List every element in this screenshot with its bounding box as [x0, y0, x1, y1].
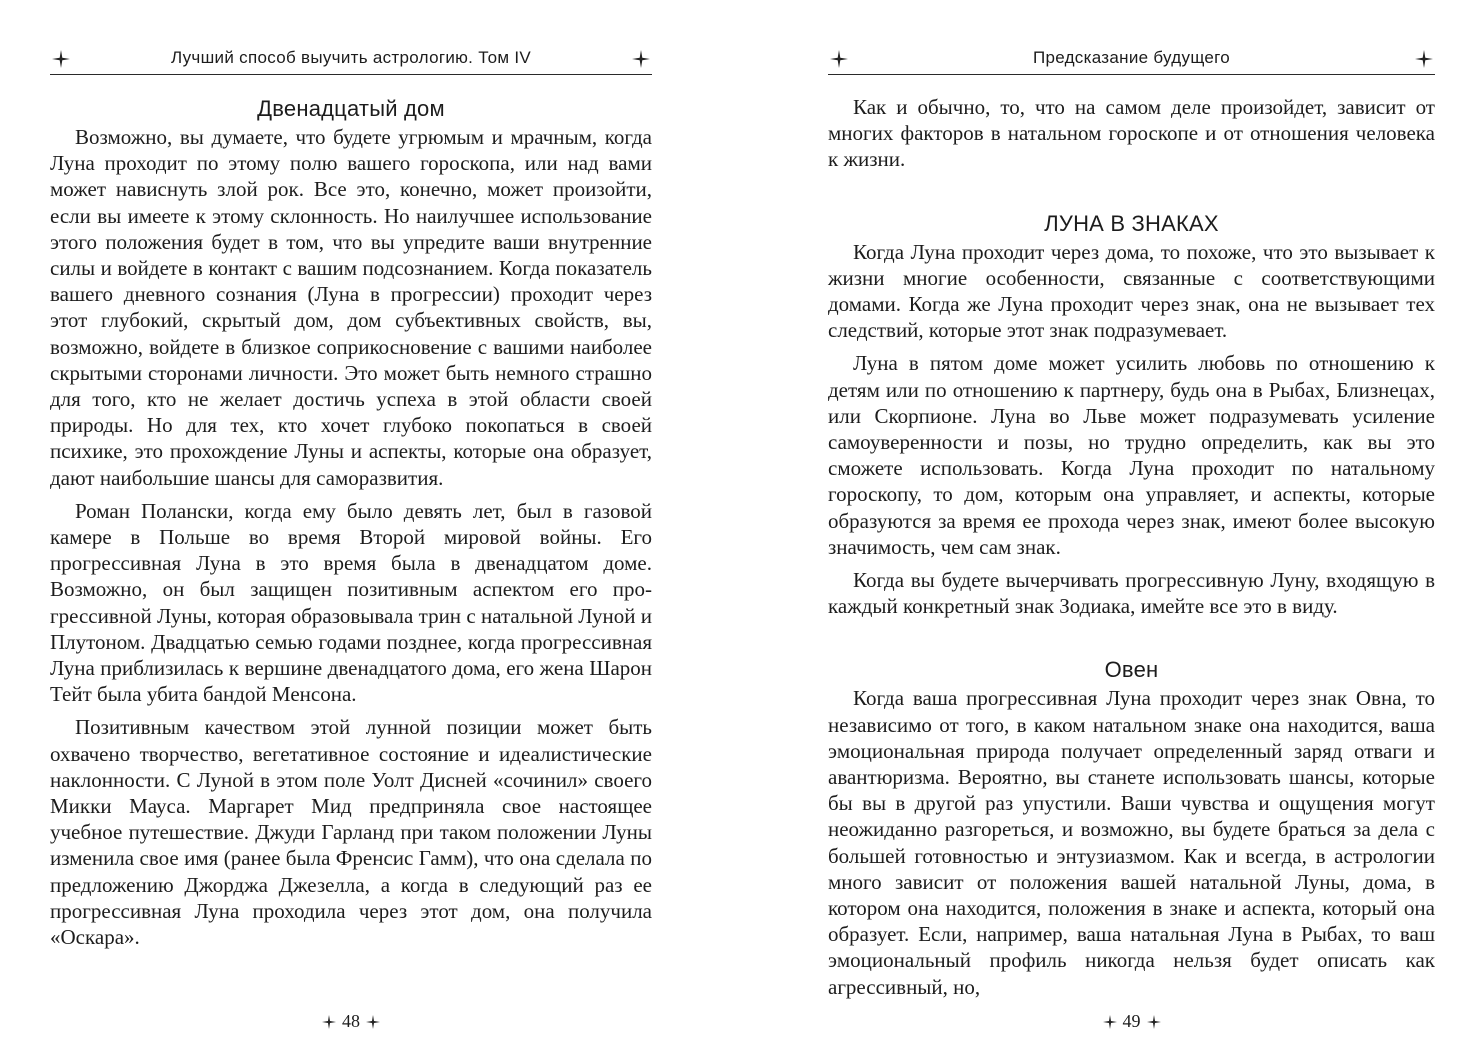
section-heading: Двенадцатый дом — [257, 96, 445, 121]
star-ornament-icon — [1415, 50, 1433, 68]
right-page-body — [828, 94, 1435, 1007]
page-number: 48 — [342, 1011, 360, 1031]
star-ornament-icon — [366, 1015, 380, 1029]
paragraph: Позитивным качеством этой лунной позиции может быть охвачено творчество, вегетативное состояние и идеалистические наклонности. С Луной в этом поле Уолт Дисней «сочинил» своего Микки Мауса. Маргарет Мид предприняла свое настоящее учебное путешествие. Джуди Гарланд при таком положении Луны изменила свое имя (ранее была Френсис Гамм), что она сделала по предложению Джорджа Джезелла, а когда в следующий раз ее прогрессивная Луна проходила через этот дом, она получила «Оскара». — [50, 715, 652, 950]
page-number-right — [828, 1011, 1435, 1035]
section-heading: Овен — [1104, 657, 1159, 683]
right-page — [828, 0, 1435, 1048]
paragraph: Когда Луна проходит через дома, то похоже, что это вызывает к жизни многие особенности, связанные с соответствующими домами. Когда же Луна проходит через знак, она не вызывает тех следствий, которые этот знак подразумевает. — [828, 239, 1435, 343]
paragraph: Когда ваша прогрессивная Луна проходит через знак Овна, то независимо от того, в каком натальном знаке она находится, ваша эмоциональная природа получает определенный заряд отваги и авантюризма. Вероятно, вы станете использовать шансы, которые бы вы в другой раз упустили. Ваши чувства и ощущения могут неожиданно разгореться, и возможно, вы будете браться за дела с большей готовностью и энтузиазмом. Как и всегда, в астрологии много зависит от положения вашей натальной Луны, дома, в котором она находится, положения в знаке и аспекта, который она образует. Если, например, ваша натальная Луна в Рыбах, то ваш эмоциональный профиль никогда нельзя будет описать как агрессивный, но, — [828, 686, 1435, 999]
star-ornament-icon — [1147, 1015, 1161, 1029]
paragraph: Как и обычно, то, что на самом деле произойдет, зависит от многих факторов в натальном гороскопе и от отношения человека к жизни. — [828, 95, 1435, 172]
page-number-left — [50, 1011, 652, 1035]
running-head-right — [828, 44, 1435, 75]
running-head-title: Предсказание будущего — [1032, 48, 1231, 67]
page-number: 49 — [1122, 1011, 1141, 1031]
paragraph: Когда вы будете вычерчивать прогрессивную Луну, входящую в каждый конкретный знак Зодиака, имейте все это в виду. — [828, 568, 1435, 619]
paragraph: Луна в пятом доме может усилить любовь по отношению к детям или по отношению к партнеру, будь она в Рыбах, Близнецах, или Скорпионе. Луна во Льве может подразумевать усиление самоуверенности и позы, но трудно определить, как вы это сможете использовать. Когда Луна проходит по натальному гороскопу, то дом, которым она управляет, и аспекты, которые образуются за время ее прохода через знак, имеют более высокую значимость, чем сам знак. — [828, 351, 1435, 559]
star-ornament-icon — [322, 1015, 336, 1029]
paragraph: Роман Полански, когда ему было девять лет, был в газовой камере в Польше во время Второй мировой войны. Его прогрессивная Луна в это время была в двенадцатом доме. Возможно, он был защищен позитивным аспектом его прогрессивной Луны, которая образовывала трин с натальной Луной и Плутоном. Двадцатью семью годами позднее, когда прогрессивная Луна приблизилась к вершине двенадцатого дома, его жена Шарон Тейт была убита бандой Менсона. — [50, 498, 652, 707]
paragraph: Возможно, вы думаете, что будете угрюмым и мрачным, когда Луна проходит по этому полю вашего гороскопа, или над вами может нависнуть злой рок. Все это, конечно, может произойти, если вы имеете к этому склонность. Но наилучшее использование этого положения будет в том, что вы упредите ваши внутренние силы и войдете в контакт с вашим подсознанием. Когда показатель вашего дневного сознания (Луна в прогрессии) проходит через этот глубокий, скрытый дом, дом субъективных свойств, вы, возможно, войдете в близкое соприкосновение с вашими наиболее скрытыми сторонами личности. Это может быть немного страшно для того, кто не желает достичь успеха в этой области своей природы. Но для тех, кто хочет глубоко покопаться в своей психике, это прохождение Луны и аспекты, которые она образует, дают наибольшие шансы для саморазвития. — [50, 125, 652, 490]
star-ornament-icon — [632, 50, 650, 68]
running-head-title: Лучший способ выучить астрологию. Том IV — [170, 48, 531, 67]
left-page — [50, 0, 652, 1048]
star-ornament-icon — [1103, 1015, 1117, 1029]
running-head-left — [50, 44, 652, 75]
left-page-body — [50, 94, 652, 957]
section-heading: ЛУНА В ЗНАКАХ — [1044, 210, 1219, 236]
